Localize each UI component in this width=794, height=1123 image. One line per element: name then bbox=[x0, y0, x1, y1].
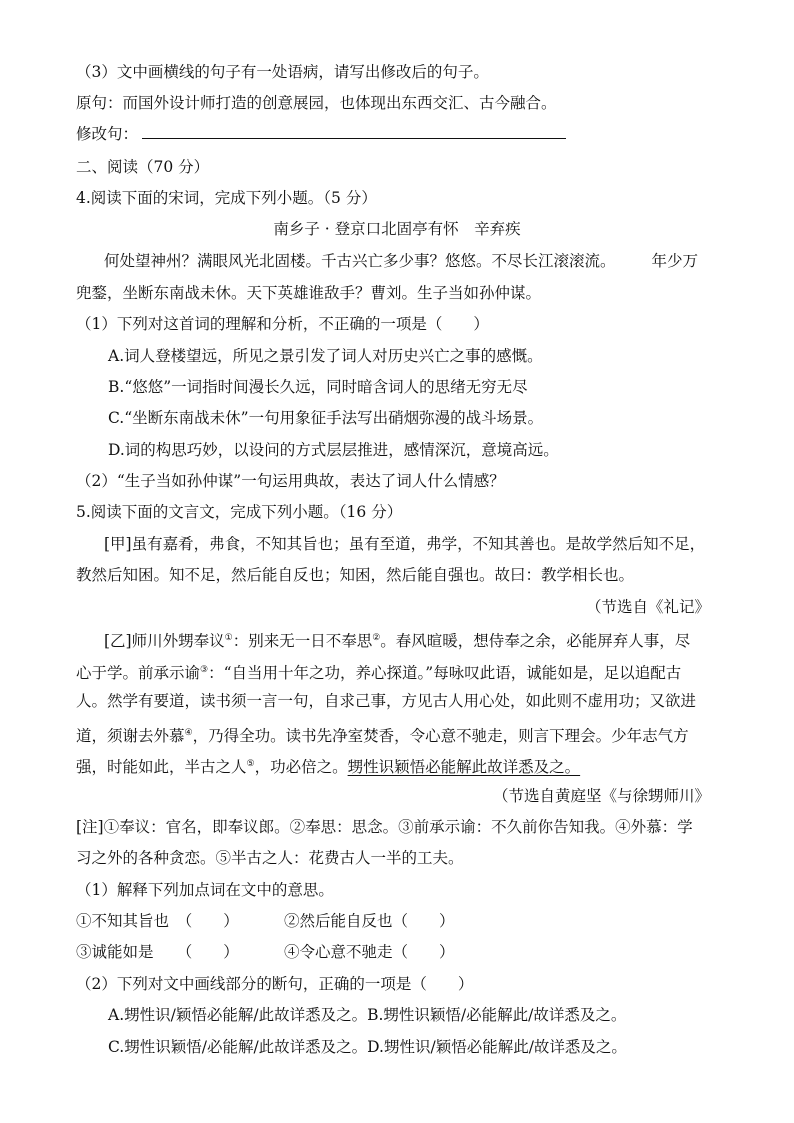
section-heading: 二、阅读（70 分） bbox=[76, 158, 210, 176]
option-b: B.“悠悠”一词指时间漫长久远，同时暗含词人的思绪无穷无尽 bbox=[108, 378, 528, 396]
word-item-1: ①不知其旨也 （ ） bbox=[76, 912, 239, 930]
poem-title: 南乡子 · 登京口北固亭有怀 辛弃疾 bbox=[273, 220, 521, 238]
original-text: 而国外设计师打造的创意展园，也体现出东西交汇、古今融合。 bbox=[122, 94, 557, 112]
word-item-4: ④令心意不驰走（ ） bbox=[284, 943, 455, 961]
question-5-sub-2: （2）下列对文中画线部分的断句，正确的一项是（ ） bbox=[76, 975, 474, 993]
original-sentence bbox=[76, 93, 718, 113]
revised-label: 修改句： bbox=[76, 125, 139, 143]
yi-text: 心于学。前承示谕 bbox=[76, 664, 201, 683]
question-4-sub-2: （2）“生子当如孙仲谋”一句运用典故，表达了词人什么情感？ bbox=[76, 472, 505, 490]
revised-sentence bbox=[76, 124, 718, 144]
question-3-prompt: （3）文中画横线的句子有一处语病，请写出修改后的句子。 bbox=[76, 63, 489, 81]
footnote-marker: ① bbox=[224, 633, 233, 643]
notes-line-1: [注]①奉议：官名，即奉议郎。②奉思：思念。③前承示谕：不久前你告知我。④外慕：学 bbox=[76, 818, 693, 836]
notes-line-2: 习之外的各种贪恋。⑤半古之人：花费古人一半的工夫。 bbox=[76, 849, 464, 867]
passage-yi-line-4 bbox=[76, 723, 718, 746]
yi-text: ，功必倍之。 bbox=[254, 758, 348, 777]
yi-text: ：别来无一日不奉思 bbox=[232, 632, 373, 651]
yi-text: 道，须谢去外慕 bbox=[76, 727, 185, 746]
question-4-title: 4.阅读下面的宋词，完成下列小题。（5 分） bbox=[76, 189, 377, 207]
yi-text: [乙]师川外甥奉议 bbox=[104, 632, 225, 651]
original-label: 原句： bbox=[76, 94, 123, 112]
question-5-title: 5.阅读下面的文言文，完成下列小题。（16 分） bbox=[76, 503, 403, 521]
poem-line-1-tail: 年少万 bbox=[651, 252, 699, 270]
poem-line-1 bbox=[104, 251, 718, 271]
footnote-marker: ④ bbox=[184, 728, 193, 738]
question-4-sub-1: （1）下列对这首词的理解和分析，不正确的一项是（ ） bbox=[76, 315, 489, 333]
passage-yi-source: （节选自黄庭坚《与徐甥师川》 bbox=[492, 787, 710, 805]
yi-text: ：“自当用十年之功，养心探道。”每咏叹此语，诚能如是，足以追配古 bbox=[208, 664, 682, 683]
option-c: C.“坐断东南战未休”一句用象征手法写出硝烟弥漫的战斗场景。 bbox=[108, 409, 544, 427]
poem-line-1-text: 何处望神州？满眼风光北固楼。千古兴亡多少事？悠悠。不尽长江滚滚流。 bbox=[104, 252, 616, 270]
passage-yi-line-5 bbox=[76, 754, 718, 777]
option-a: A.词人登楼望远，所见之景引发了词人对历史兴亡之事的感慨。 bbox=[108, 347, 543, 365]
yi-text: 。春风暄暖，想侍奉之余，必能屏弃人事，尽 bbox=[380, 632, 691, 651]
yi-text: 强，时能如此，半古之人 bbox=[76, 758, 247, 777]
underlined-sentence: 甥性识颖悟必能解此故详悉及之。 bbox=[347, 758, 581, 777]
choice-line-2: C.甥性识颖悟/必能解/此故详悉及之。D.甥性识/颖悟必能解此/故详悉及之。 bbox=[108, 1038, 627, 1056]
passage-yi-line-2 bbox=[76, 660, 718, 683]
answer-blank[interactable] bbox=[142, 124, 566, 139]
passage-jia-line-1: [甲]虽有嘉肴，弗食，不知其旨也；虽有至道，弗学，不知其善也。是故学然后知不足， bbox=[104, 535, 706, 553]
passage-jia-source: （节选自《礼记》 bbox=[585, 598, 710, 616]
footnote-marker: ② bbox=[372, 633, 381, 643]
poem-line-2: 兜鍪，坐断东南战未休。天下英雄谁敌手？曹刘。生子当如孙仲谋。 bbox=[76, 284, 542, 302]
choice-line-1: A.甥性识/颖悟必能解/此故详悉及之。B.甥性识颖悟/必能解此/故详悉及之。 bbox=[108, 1006, 627, 1024]
footnote-marker: ⑤ bbox=[246, 759, 255, 769]
yi-text: ，乃得全功。读书先净室焚香，令心意不驰走，则言下理会。少年志气方 bbox=[192, 727, 689, 746]
word-item-3: ③诚能如是 （ ） bbox=[76, 943, 239, 961]
question-5-sub-1: （1）解释下列加点词在文中的意思。 bbox=[76, 881, 334, 899]
passage-yi-line-1 bbox=[104, 628, 718, 651]
option-d: D.词的构思巧妙，以设问的方式层层推进，感情深沉，意境高远。 bbox=[108, 441, 559, 459]
passage-jia-line-2: 教然后知困。知不足，然后能自反也；知困，然后能自强也。故曰：教学相长也。 bbox=[76, 566, 635, 584]
passage-yi-line-3: 人。然学有要道，读书须一言一句，自求己事，方见古人用心处，如此则不虚用功；又欲进 bbox=[76, 692, 697, 710]
word-item-2: ②然后能自反也（ ） bbox=[284, 912, 455, 930]
footnote-marker: ③ bbox=[200, 665, 209, 675]
